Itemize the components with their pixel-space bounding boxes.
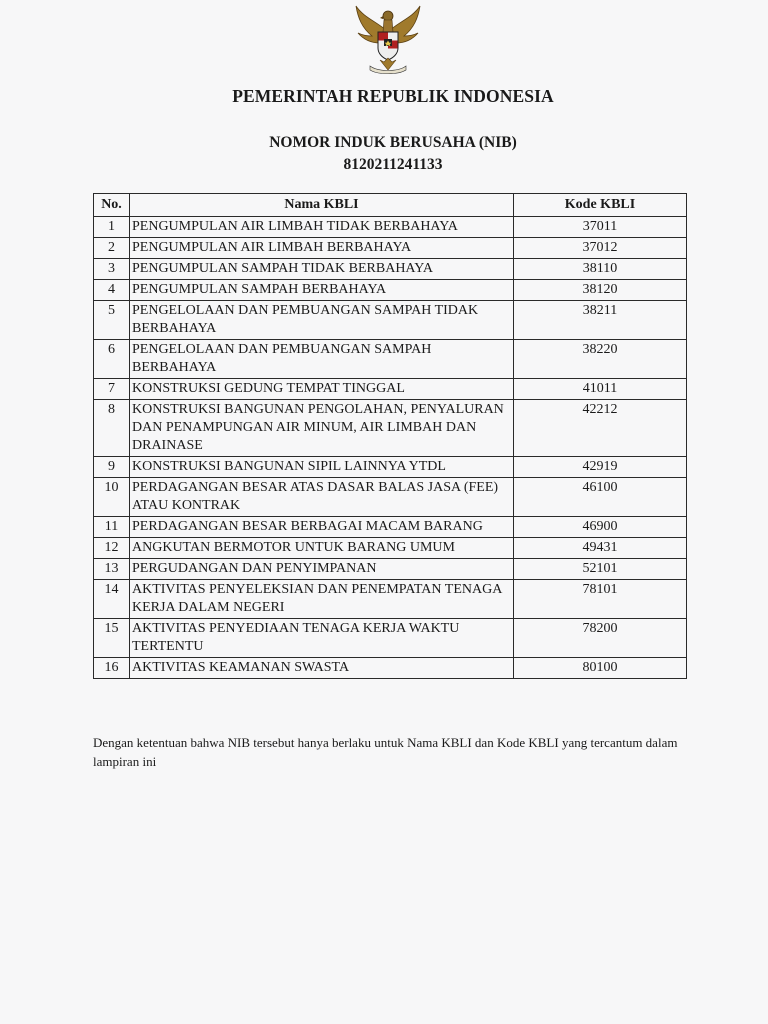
row-number: 1: [94, 217, 130, 238]
table-row: [94, 580, 687, 619]
row-number: 4: [94, 280, 130, 301]
row-number: 2: [94, 238, 130, 259]
row-number: 14: [94, 580, 130, 619]
government-title: PEMERINTAH REPUBLIK INDONESIA: [232, 86, 554, 106]
table-row: [94, 478, 687, 517]
kbli-code: 78101: [514, 580, 687, 619]
kbli-code: 46900: [514, 517, 687, 538]
row-number: 3: [94, 259, 130, 280]
table-row: [94, 217, 687, 238]
kbli-code: 46100: [514, 478, 687, 517]
table-row: [94, 457, 687, 478]
row-number: 12: [94, 538, 130, 559]
row-number: 9: [94, 457, 130, 478]
kbli-name: PENGUMPULAN SAMPAH BERBAHAYA: [130, 280, 514, 301]
row-number: 5: [94, 301, 130, 340]
footnote-text: Dengan ketentuan bahwa NIB tersebut hanya berlaku untuk Nama KBLI dan Kode KBLI yang tercantum dalam lampiran ini: [93, 735, 678, 769]
table-row: [94, 559, 687, 580]
table-row: [94, 658, 687, 679]
kbli-code: 37012: [514, 238, 687, 259]
kbli-name: PERDAGANGAN BESAR BERBAGAI MACAM BARANG: [130, 517, 514, 538]
row-number: 15: [94, 619, 130, 658]
garuda-emblem-icon: [350, 2, 426, 76]
row-number: 6: [94, 340, 130, 379]
column-header-kode-kbli: Kode KBLI: [514, 194, 687, 217]
kbli-name: PENGUMPULAN AIR LIMBAH BERBAHAYA: [130, 238, 514, 259]
kbli-name: AKTIVITAS KEAMANAN SWASTA: [130, 658, 514, 679]
nib-number: 8120211241133: [343, 156, 443, 173]
kbli-name: KONSTRUKSI BANGUNAN PENGOLAHAN, PENYALURAN DAN PENAMPUNGAN AIR MINUM, AIR LIMBAH DAN DRAINASE: [130, 400, 514, 457]
kbli-code: 78200: [514, 619, 687, 658]
column-header-nama-kbli: Nama KBLI: [130, 194, 514, 217]
kbli-name: AKTIVITAS PENYELEKSIAN DAN PENEMPATAN TENAGA KERJA DALAM NEGERI: [130, 580, 514, 619]
table-row: [94, 238, 687, 259]
row-number: 10: [94, 478, 130, 517]
kbli-code: 38120: [514, 280, 687, 301]
row-number: 16: [94, 658, 130, 679]
kbli-code: 38211: [514, 301, 687, 340]
kbli-code: 80100: [514, 658, 687, 679]
kbli-code: 37011: [514, 217, 687, 238]
kbli-name: KONSTRUKSI BANGUNAN SIPIL LAINNYA YTDL: [130, 457, 514, 478]
kbli-name: PENGUMPULAN SAMPAH TIDAK BERBAHAYA: [130, 259, 514, 280]
kbli-name: PERDAGANGAN BESAR ATAS DASAR BALAS JASA (FEE) ATAU KONTRAK: [130, 478, 514, 517]
kbli-name: PERGUDANGAN DAN PENYIMPANAN: [130, 559, 514, 580]
table-row: [94, 517, 687, 538]
row-number: 11: [94, 517, 130, 538]
kbli-code: 38220: [514, 340, 687, 379]
kbli-code: 42212: [514, 400, 687, 457]
kbli-name: AKTIVITAS PENYEDIAAN TENAGA KERJA WAKTU TERTENTU: [130, 619, 514, 658]
table-row: [94, 538, 687, 559]
kbli-name: ANGKUTAN BERMOTOR UNTUK BARANG UMUM: [130, 538, 514, 559]
row-number: 13: [94, 559, 130, 580]
kbli-code: 41011: [514, 379, 687, 400]
table-header-row: [94, 194, 687, 217]
column-header-no: No.: [94, 194, 130, 217]
kbli-name: PENGUMPULAN AIR LIMBAH TIDAK BERBAHAYA: [130, 217, 514, 238]
row-number: 8: [94, 400, 130, 457]
row-number: 7: [94, 379, 130, 400]
table-row: [94, 619, 687, 658]
kbli-name: KONSTRUKSI GEDUNG TEMPAT TINGGAL: [130, 379, 514, 400]
kbli-code: 52101: [514, 559, 687, 580]
table-row: [94, 301, 687, 340]
nib-title: NOMOR INDUK BERUSAHA (NIB): [269, 134, 517, 151]
kbli-code: 49431: [514, 538, 687, 559]
table-row: [94, 340, 687, 379]
kbli-code: 38110: [514, 259, 687, 280]
table-row: [94, 259, 687, 280]
kbli-name: PENGELOLAAN DAN PEMBUANGAN SAMPAH BERBAHAYA: [130, 340, 514, 379]
table-row: [94, 379, 687, 400]
table-row: [94, 400, 687, 457]
kbli-table: [93, 193, 687, 679]
table-row: [94, 280, 687, 301]
kbli-name: PENGELOLAAN DAN PEMBUANGAN SAMPAH TIDAK BERBAHAYA: [130, 301, 514, 340]
kbli-code: 42919: [514, 457, 687, 478]
